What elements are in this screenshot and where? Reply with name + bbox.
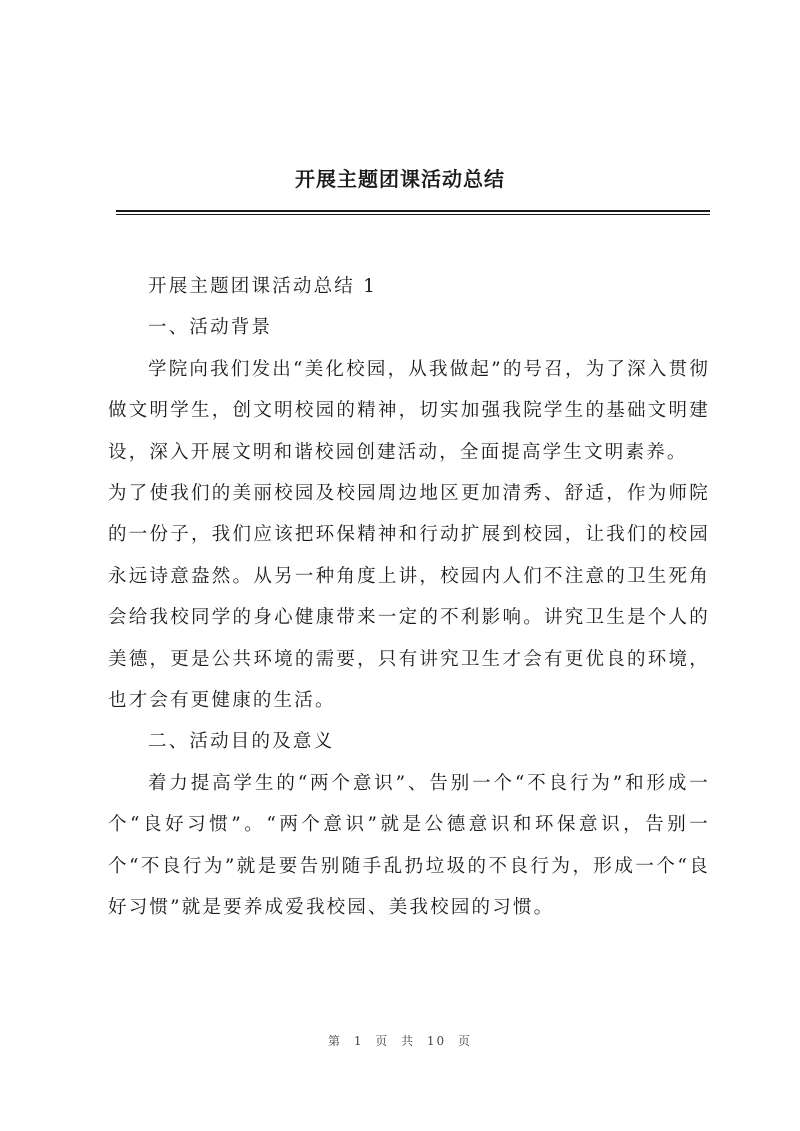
document-title: 开展主题团课活动总结 (295, 167, 505, 191)
title-divider (116, 210, 710, 215)
paragraph: 着力提高学生的“两个意识”、告别一个“不良行为”和形成一个“良好习惯”。“两个意识”就是公德意识和环保意识，告别一个“不良行为”就是要告别随手乱扔垃圾的不良行为，形成一个“良好习惯”就是要养成爱我校园、美我校园的习惯。 (108, 772, 710, 919)
heading-purpose: 二、活动目的及意义 (148, 731, 335, 753)
section-title: 开展主题团课活动总结 1 (148, 276, 378, 297)
heading-background: 一、活动背景 (148, 317, 273, 339)
page-number: 第 1 页 共 10 页 (328, 1034, 472, 1048)
paragraph: 为了使我们的美丽校园及校园周边地区更加清秀、舒适，作为师院的一份子，我们应该把环保精神和行动扩展到校园，让我们的校园永远诗意盎然。从另一种角度上讲，校园内人们不注意的卫生死角会给我校同学的身心健康带来一定的不利影响。讲究卫生是个人的美德，更是公共环境的需要，只有讲究卫生才会有更优良的环境，也才会有更健康的生活。 (108, 483, 710, 712)
paragraph: 学院向我们发出“美化校园，从我做起”的号召，为了深入贯彻做文明学生，创文明校园的精神，切实加强我院学生的基础文明建设，深入开展文明和谐校园创建活动，全面提高学生文明素养。 (108, 358, 710, 463)
document-body (108, 266, 710, 929)
